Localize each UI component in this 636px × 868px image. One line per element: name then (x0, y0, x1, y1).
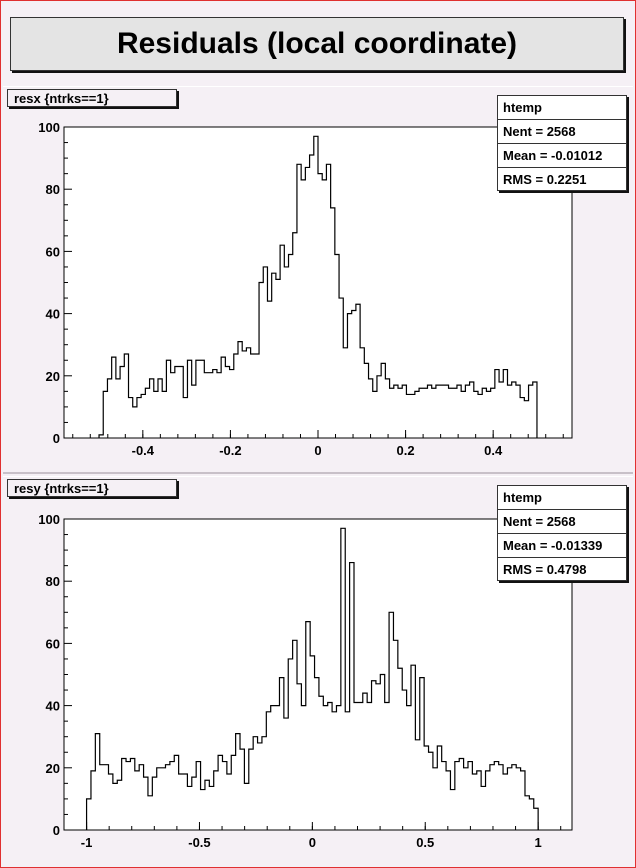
stats-name: htemp (498, 486, 626, 510)
resy-hist-title: resy {ntrks==1} (7, 479, 177, 497)
x-tick-label: 0.4 (484, 443, 503, 458)
resx-hist-title: resx {ntrks==1} (7, 89, 177, 107)
stats-entries: Nent = 2568 (498, 120, 626, 144)
x-tick-label: 0.5 (416, 835, 435, 850)
x-tick-label: -0.2 (219, 443, 242, 458)
y-tick-label: 60 (45, 636, 60, 652)
x-tick-label: 0 (314, 443, 322, 458)
y-tick-label: 20 (45, 760, 60, 776)
stats-mean: Mean = -0.01012 (498, 144, 626, 168)
pad-resy (3, 476, 633, 865)
x-tick-label: 0 (308, 835, 316, 850)
x-tick-label: -0.4 (131, 443, 155, 458)
y-tick-label: 100 (38, 120, 60, 135)
resx-stats-box (497, 95, 627, 191)
y-tick-label: 0 (52, 431, 60, 446)
y-tick-label: 40 (45, 306, 60, 322)
y-tick-label: 80 (45, 182, 60, 198)
y-tick-label: 20 (45, 368, 60, 384)
y-tick-label: 100 (38, 512, 60, 527)
stats-mean: Mean = -0.01339 (498, 534, 626, 558)
y-tick-label: 60 (45, 244, 60, 260)
y-tick-label: 40 (45, 698, 60, 714)
y-tick-label: 80 (45, 574, 60, 590)
plot-frame (64, 519, 572, 830)
x-tick-label: 0.2 (396, 443, 415, 458)
x-tick-label: -0.5 (188, 835, 211, 850)
stats-rms: RMS = 0.4798 (503, 562, 587, 577)
stats-entries: Nent = 2568 (498, 510, 626, 534)
stats-rms: RMS = 0.2251 (503, 172, 587, 187)
stats-name: htemp (498, 96, 626, 120)
page-title: Residuals (local coordinate) (10, 17, 624, 71)
pad-resx (3, 86, 633, 474)
resy-stats-box (497, 485, 627, 581)
x-tick-label: -1 (80, 835, 93, 850)
y-tick-label: 0 (52, 823, 60, 838)
x-tick-label: 1 (534, 835, 542, 850)
